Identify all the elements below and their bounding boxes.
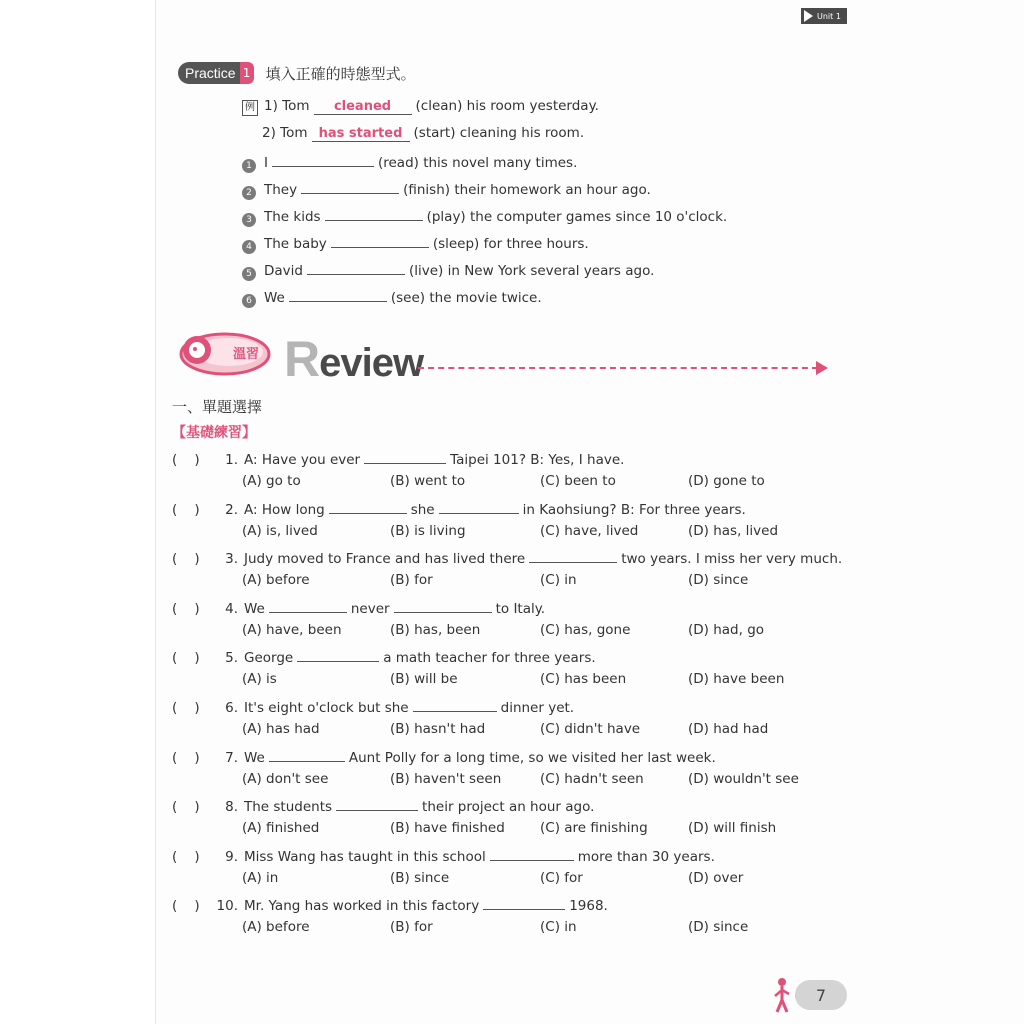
question-row — [172, 895, 608, 914]
item-suffix: (live) in New York several years ago. — [408, 263, 655, 279]
option-d[interactable]: (D) had, go — [688, 622, 765, 638]
answer-blank[interactable] — [413, 697, 497, 712]
answer-blank[interactable] — [269, 598, 347, 613]
answer-parentheses[interactable]: ( ) — [172, 601, 200, 617]
example-marker: 例 — [242, 100, 258, 116]
option-d[interactable]: (D) will finish — [688, 820, 777, 836]
question-text: to Italy. — [495, 601, 546, 617]
review-badge-icon — [175, 328, 271, 376]
example-row-1 — [242, 98, 599, 116]
option-b[interactable]: (B) has, been — [390, 622, 481, 638]
question-number: 9. — [225, 849, 238, 865]
example-answer: has started — [312, 127, 410, 142]
question-number: 8. — [225, 799, 238, 815]
item-number: 3 — [242, 213, 256, 227]
option-c[interactable]: (C) been to — [540, 473, 616, 489]
item-prefix: The kids — [264, 209, 321, 225]
option-c[interactable]: (C) for — [540, 870, 583, 886]
item-number: 1 — [242, 159, 256, 173]
question-number: 4. — [225, 601, 238, 617]
option-c[interactable]: (C) have, lived — [540, 523, 639, 539]
question-text: A: How long — [244, 502, 325, 518]
option-b[interactable]: (B) will be — [390, 671, 458, 687]
question-text: Miss Wang has taught in this school — [244, 849, 486, 865]
question-text: she — [410, 502, 435, 518]
answer-blank[interactable] — [329, 499, 407, 514]
question-number: 6. — [225, 700, 238, 716]
question-text: We — [244, 750, 265, 766]
question-row — [172, 449, 624, 468]
option-d[interactable]: (D) since — [688, 572, 749, 588]
question-text: dinner yet. — [500, 700, 575, 716]
option-a[interactable]: (A) don't see — [242, 771, 329, 787]
answer-parentheses[interactable]: ( ) — [172, 750, 200, 766]
option-d[interactable]: (D) has, lived — [688, 523, 779, 539]
question-text: Mr. Yang has worked in this factory — [244, 898, 480, 914]
example-suffix: (start) cleaning his room. — [413, 125, 585, 141]
question-row — [172, 846, 715, 865]
question-text: more than 30 years. — [577, 849, 715, 865]
unit-tag — [801, 8, 847, 24]
example-row-2 — [262, 125, 584, 142]
option-b[interactable]: (B) went to — [390, 473, 466, 489]
practice-badge: Practice — [178, 62, 240, 84]
question-number: 2. — [225, 502, 238, 518]
item-prefix: David — [264, 263, 303, 279]
option-b[interactable]: (B) for — [390, 919, 433, 935]
option-b[interactable]: (B) haven't seen — [390, 771, 502, 787]
question-row — [172, 499, 746, 518]
question-text: a math teacher for three years. — [383, 650, 596, 666]
answer-blank[interactable] — [325, 206, 423, 221]
sub-title: 【基礎練習】 — [172, 425, 256, 441]
option-c[interactable]: (C) hadn't seen — [540, 771, 644, 787]
item-suffix: (read) this novel many times. — [377, 155, 578, 171]
answer-parentheses[interactable]: ( ) — [172, 898, 200, 914]
answer-parentheses[interactable]: ( ) — [172, 502, 200, 518]
question-text: It's eight o'clock but she — [244, 700, 409, 716]
question-text: Taipei 101? B: Yes, I have. — [450, 452, 625, 468]
practice-item-3 — [242, 206, 727, 226]
item-prefix: I — [264, 155, 268, 171]
question-text: We — [244, 601, 265, 617]
option-b[interactable]: (B) since — [390, 870, 450, 886]
question-row — [172, 548, 842, 567]
review-rest: eview — [319, 341, 424, 385]
option-a[interactable]: (A) has had — [242, 721, 320, 737]
answer-blank[interactable] — [272, 152, 374, 167]
practice-item-2 — [242, 179, 651, 199]
option-a[interactable]: (A) before — [242, 919, 310, 935]
option-a[interactable]: (A) is — [242, 671, 277, 687]
option-d[interactable]: (D) over — [688, 870, 744, 886]
example-suffix: (clean) his room yesterday. — [415, 98, 599, 114]
question-number: 3. — [225, 551, 238, 567]
item-suffix: (play) the computer games since 10 o'clock. — [426, 209, 728, 225]
option-c[interactable]: (C) in — [540, 919, 577, 935]
option-b[interactable]: (B) hasn't had — [390, 721, 486, 737]
option-c[interactable]: (C) didn't have — [540, 721, 641, 737]
question-row — [172, 697, 574, 716]
question-row — [172, 796, 594, 815]
question-text: their project an hour ago. — [422, 799, 595, 815]
item-number: 6 — [242, 294, 256, 308]
page-number-badge — [795, 980, 847, 1010]
item-number: 5 — [242, 267, 256, 281]
item-suffix: (see) the movie twice. — [390, 290, 542, 306]
item-suffix: (finish) their homework an hour ago. — [403, 182, 651, 198]
answer-parentheses[interactable]: ( ) — [172, 849, 200, 865]
option-a[interactable]: (A) go to — [242, 473, 301, 489]
answer-blank[interactable] — [394, 598, 492, 613]
answer-blank[interactable] — [307, 260, 405, 275]
arrow-right-icon — [816, 361, 828, 375]
unit-label: Unit 1 — [817, 11, 841, 21]
answer-blank[interactable] — [490, 846, 574, 861]
review-badge-text: 溫習 — [233, 347, 260, 362]
option-d[interactable]: (D) wouldn't see — [688, 771, 799, 787]
answer-blank[interactable] — [439, 499, 519, 514]
answer-blank[interactable] — [301, 179, 399, 194]
item-number: 4 — [242, 240, 256, 254]
item-prefix: They — [264, 182, 298, 198]
answer-blank[interactable] — [529, 548, 617, 563]
option-c[interactable]: (C) are finishing — [540, 820, 648, 836]
practice-header — [178, 62, 416, 84]
option-b[interactable]: (B) have finished — [390, 820, 505, 836]
practice-item-6 — [242, 287, 542, 307]
option-c[interactable]: (C) has, gone — [540, 622, 631, 638]
answer-blank[interactable] — [289, 287, 387, 302]
answer-blank[interactable] — [331, 233, 429, 248]
item-prefix: The baby — [264, 236, 327, 252]
practice-item-1 — [242, 152, 577, 172]
answer-parentheses[interactable]: ( ) — [172, 551, 200, 567]
answer-blank[interactable] — [336, 796, 418, 811]
answer-parentheses[interactable]: ( ) — [172, 650, 200, 666]
question-number: 5. — [225, 650, 238, 666]
question-number: 7. — [225, 750, 238, 766]
question-number: 10. — [216, 898, 238, 914]
option-d[interactable]: (D) gone to — [688, 473, 765, 489]
question-text: The students — [244, 799, 333, 815]
practice-instruction: 填入正確的時態型式。 — [265, 64, 416, 83]
question-number: 1. — [225, 452, 238, 468]
review-heading — [284, 330, 423, 388]
option-a[interactable]: (A) finished — [242, 820, 320, 836]
answer-blank[interactable] — [483, 895, 565, 910]
answer-parentheses[interactable]: ( ) — [172, 452, 200, 468]
example-prefix: 1) Tom — [264, 98, 310, 114]
option-a[interactable]: (A) have, been — [242, 622, 342, 638]
item-suffix: (sleep) for three hours. — [432, 236, 589, 252]
option-c[interactable]: (C) in — [540, 572, 577, 588]
option-d[interactable]: (D) had had — [688, 721, 769, 737]
answer-blank[interactable] — [297, 647, 379, 662]
item-prefix: We — [264, 290, 285, 306]
practice-number: 1 — [240, 62, 254, 84]
question-row — [172, 747, 716, 766]
option-c[interactable]: (C) has been — [540, 671, 627, 687]
practice-item-5 — [242, 260, 654, 280]
review-dashed-line — [418, 367, 818, 369]
option-a[interactable]: (A) is, lived — [242, 523, 318, 539]
question-text: Aunt Polly for a long time, so we visited her last week. — [348, 750, 716, 766]
practice-item-4 — [242, 233, 589, 253]
option-b[interactable]: (B) is living — [390, 523, 466, 539]
question-text: George — [244, 650, 294, 666]
question-text: never — [350, 601, 390, 617]
answer-parentheses[interactable]: ( ) — [172, 799, 200, 815]
option-a[interactable]: (A) before — [242, 572, 310, 588]
example-prefix: 2) Tom — [262, 125, 308, 141]
example-answer: cleaned — [314, 100, 412, 115]
section-title: 一、單題選擇 — [172, 398, 263, 416]
question-text: 1968. — [569, 898, 608, 914]
question-text: two years. I miss her very much. — [621, 551, 843, 567]
question-row — [172, 598, 545, 617]
answer-parentheses[interactable]: ( ) — [172, 700, 200, 716]
question-text: A: Have you ever — [244, 452, 361, 468]
answer-blank[interactable] — [269, 747, 345, 762]
question-row — [172, 647, 596, 666]
answer-blank[interactable] — [364, 449, 446, 464]
item-number: 2 — [242, 186, 256, 200]
question-text: in Kaohsiung? B: For three years. — [522, 502, 746, 518]
review-first-letter: R — [284, 331, 320, 387]
option-a[interactable]: (A) in — [242, 870, 279, 886]
option-b[interactable]: (B) for — [390, 572, 433, 588]
question-text: Judy moved to France and has lived there — [244, 551, 526, 567]
option-d[interactable]: (D) since — [688, 919, 749, 935]
option-d[interactable]: (D) have been — [688, 671, 785, 687]
play-icon — [804, 10, 813, 22]
page-number: 7 — [815, 985, 827, 1005]
